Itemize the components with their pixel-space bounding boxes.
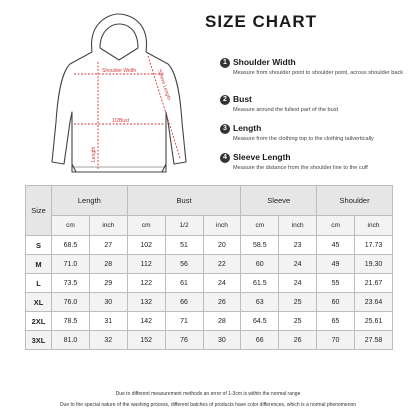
unit-header: cm — [52, 216, 90, 236]
table-cell: 21.67 — [355, 274, 393, 293]
measure-desc: Measure around the fullest part of the bust — [233, 107, 339, 113]
shoulder-width-label: Shoulder Width — [102, 68, 137, 74]
table-row — [26, 255, 393, 274]
table-cell: 30 — [203, 331, 241, 350]
table-cell: 71 — [165, 312, 203, 331]
table-cell: 66 — [241, 331, 279, 350]
table-cell: 24 — [279, 274, 317, 293]
table-cell: 51 — [165, 236, 203, 255]
table-cell: 32 — [89, 331, 127, 350]
table-cell: 25 — [279, 312, 317, 331]
table-row — [26, 236, 393, 255]
table-cell: 56 — [165, 255, 203, 274]
table-row — [26, 312, 393, 331]
bust-header: Bust — [127, 186, 241, 216]
table-cell: 29 — [89, 274, 127, 293]
unit-header: inch — [355, 216, 393, 236]
table-cell: 76 — [165, 331, 203, 350]
table-cell: 78.5 — [52, 312, 90, 331]
table-cell: 17.73 — [355, 236, 393, 255]
measure-desc: Measure from the clothing top to the clothing tailvertically — [233, 136, 374, 142]
measure-title: Shoulder Width — [233, 57, 296, 67]
size-cell: XL — [26, 293, 52, 312]
sleeve-length-label: Sleeve Length — [156, 68, 172, 102]
table-row — [26, 293, 393, 312]
table-cell: 28 — [203, 312, 241, 331]
sleeve-header: Sleeve — [241, 186, 317, 216]
table-cell: 24 — [279, 255, 317, 274]
measure-desc: Measure the distance from the shoulder line to the cuff — [233, 165, 368, 171]
table-cell: 71.0 — [52, 255, 90, 274]
unit-header: inch — [203, 216, 241, 236]
size-cell: M — [26, 255, 52, 274]
measure-title: Sleeve Length — [233, 152, 291, 162]
table-cell: 102 — [127, 236, 165, 255]
color-note: Due to the special nature of the washing process, different batches of products have color differences, which is a normal phenomenon — [59, 402, 357, 408]
table-cell: 49 — [317, 255, 355, 274]
size-cell: S — [26, 236, 52, 255]
table-unit-header-row — [26, 216, 393, 236]
unit-header: 1/2 — [165, 216, 203, 236]
table-cell: 60 — [241, 255, 279, 274]
table-cell: 112 — [127, 255, 165, 274]
table-cell: 24 — [203, 274, 241, 293]
size-cell: 2XL — [26, 312, 52, 331]
measure-title: Bust — [233, 94, 252, 104]
bust-label: 1/2Bust — [112, 118, 129, 124]
number-badge: 3 — [220, 124, 230, 134]
table-cell: 63 — [241, 293, 279, 312]
unit-header: cm — [241, 216, 279, 236]
table-cell: 27 — [89, 236, 127, 255]
measure-title: Length — [233, 123, 262, 133]
length-header: Length — [52, 186, 128, 216]
table-cell: 65 — [317, 312, 355, 331]
table-cell: 66 — [165, 293, 203, 312]
table-cell: 142 — [127, 312, 165, 331]
table-row — [26, 331, 393, 350]
unit-header: inch — [279, 216, 317, 236]
unit-header: inch — [89, 216, 127, 236]
table-cell: 76.0 — [52, 293, 90, 312]
table-cell: 73.5 — [52, 274, 90, 293]
shoulder-header: Shoulder — [317, 186, 393, 216]
table-cell: 68.5 — [52, 236, 90, 255]
table-row — [26, 274, 393, 293]
page-title: SIZE CHART — [205, 12, 317, 31]
table-cell: 61 — [165, 274, 203, 293]
table-cell: 23 — [279, 236, 317, 255]
table-cell: 70 — [317, 331, 355, 350]
table-cell: 25 — [279, 293, 317, 312]
size-table — [25, 185, 393, 350]
table-cell: 122 — [127, 274, 165, 293]
hoodie-diagram — [40, 12, 200, 182]
table-cell: 55 — [317, 274, 355, 293]
table-cell: 30 — [89, 293, 127, 312]
number-badge: 1 — [220, 58, 230, 68]
table-cell: 132 — [127, 293, 165, 312]
measure-desc: Measure from shoulder point to shoulder point, across shoulder back — [233, 70, 404, 76]
table-cell: 60 — [317, 293, 355, 312]
table-cell: 45 — [317, 236, 355, 255]
table-cell: 25.61 — [355, 312, 393, 331]
table-cell: 152 — [127, 331, 165, 350]
number-badge: 4 — [220, 153, 230, 163]
table-cell: 26 — [203, 293, 241, 312]
size-cell: 3XL — [26, 331, 52, 350]
table-cell: 20 — [203, 236, 241, 255]
table-group-header-row — [26, 186, 393, 216]
table-cell: 23.64 — [355, 293, 393, 312]
table-cell: 19.30 — [355, 255, 393, 274]
table-cell: 26 — [279, 331, 317, 350]
table-cell: 28 — [89, 255, 127, 274]
table-cell: 27.58 — [355, 331, 393, 350]
length-label: Length — [91, 146, 97, 162]
table-cell: 61.5 — [241, 274, 279, 293]
measurement-note: Due to different measurement methods an error of 1-3cm is within the normal range — [115, 391, 301, 397]
size-header: Size — [26, 186, 52, 236]
unit-header: cm — [127, 216, 165, 236]
unit-header: cm — [317, 216, 355, 236]
size-cell: L — [26, 274, 52, 293]
table-cell: 22 — [203, 255, 241, 274]
table-cell: 81.0 — [52, 331, 90, 350]
table-cell: 31 — [89, 312, 127, 331]
number-badge: 2 — [220, 95, 230, 105]
table-cell: 58.5 — [241, 236, 279, 255]
table-cell: 64.5 — [241, 312, 279, 331]
